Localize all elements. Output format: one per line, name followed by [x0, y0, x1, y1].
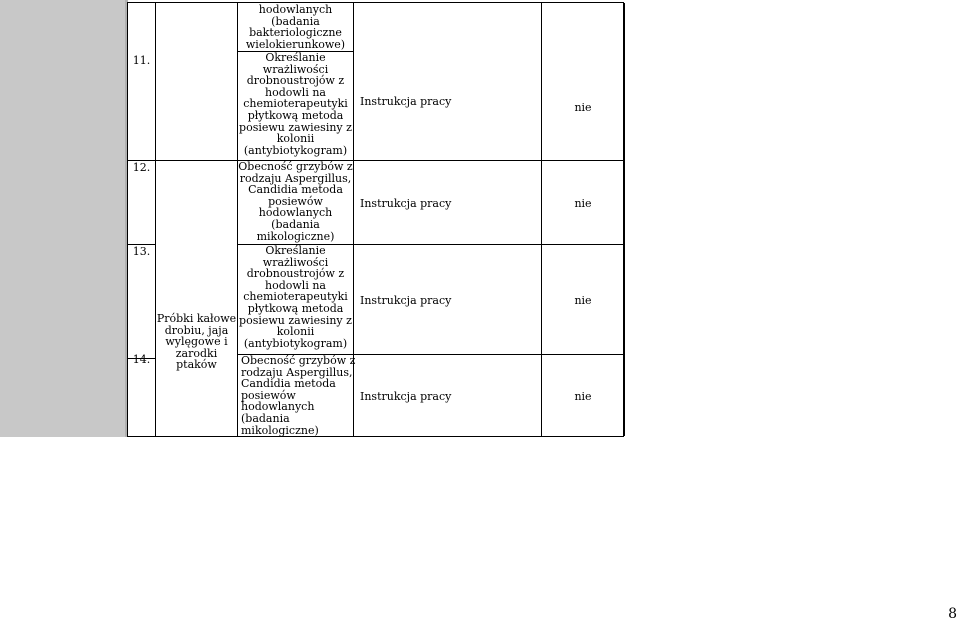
column-divider	[541, 3, 542, 436]
row-number: 12.	[132, 161, 151, 174]
accredited-text: nie	[574, 390, 592, 403]
description-text: Obecność grzybów z rodzaju Aspergillus, Candidia metoda posiewów hodowlanych (badania mikologiczne)	[238, 160, 353, 243]
left-shaded-margin	[0, 0, 125, 437]
description-text: hodowlanych (badania bakteriologiczne wielokierunkowe)	[245, 3, 346, 51]
method-text: Instrukcja pracy	[360, 294, 452, 307]
accredited-text: nie	[574, 294, 592, 307]
row-number: 14.	[132, 353, 151, 366]
description-text: Określanie wrażliwości drobnoustrojów z hodowli na chemioterapeutyki płytkową metoda posiewu zawiesiny z kolonii (antybiotykogram)	[239, 244, 352, 350]
accredited-text: nie	[574, 101, 592, 114]
row-number: 13.	[132, 245, 151, 258]
row-number: 11.	[132, 54, 151, 67]
description-text: Obecność grzybów z rodzaju Aspergillus, Candidia metoda posiewów hodowlanych (badania mikologiczne)	[241, 354, 356, 437]
accredited-text: nie	[574, 197, 592, 210]
sample-group-label: Próbki kałowe drobiu, jaja wylęgowe i zarodki ptaków	[156, 312, 237, 372]
page-number: 8	[948, 606, 957, 622]
method-text: Instrukcja pracy	[360, 95, 452, 108]
method-text: Instrukcja pracy	[360, 390, 452, 403]
column-divider	[624, 3, 625, 436]
column-divider	[155, 3, 156, 436]
method-text: Instrukcja pracy	[360, 197, 452, 210]
lab-tests-grid	[127, 2, 624, 437]
description-text: Określanie wrażliwości drobnoustrojów z hodowli na chemioterapeutyki płytkową metoda posiewu zawiesiny z kolonii (antybiotykogram)	[239, 51, 352, 157]
